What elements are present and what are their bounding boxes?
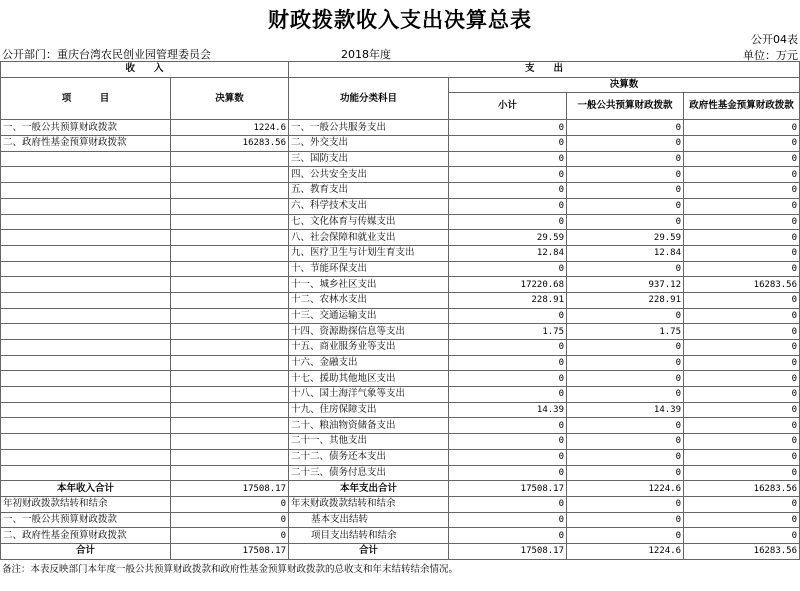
- income-amount: 0: [171, 496, 289, 512]
- income-amount: [171, 434, 289, 450]
- income-amount: [171, 183, 289, 199]
- expense-item: 十五、商业服务业等支出: [289, 340, 449, 356]
- income-amount: [171, 340, 289, 356]
- expense-general-budget: 29.59: [567, 230, 684, 246]
- expense-gov-fund: 0: [684, 245, 800, 261]
- expense-general-budget: 0: [567, 151, 684, 167]
- expense-gov-fund: 0: [684, 434, 800, 450]
- expense-gov-fund: 0: [684, 512, 800, 528]
- expense-subtotal: 0: [449, 167, 567, 183]
- income-item: [1, 449, 171, 465]
- income-amount: [171, 418, 289, 434]
- table-row: [1, 214, 800, 230]
- table-row: [1, 136, 800, 152]
- income-item: 一、一般公共预算财政拨款: [1, 512, 171, 528]
- expense-subtotal: 0: [449, 465, 567, 481]
- table-row: [1, 292, 800, 308]
- expense-item: 十二、农林水支出: [289, 292, 449, 308]
- expense-item: 一、一般公共服务支出: [289, 120, 449, 136]
- table-row: [1, 355, 800, 371]
- income-item: [1, 418, 171, 434]
- expense-general-budget: 0: [567, 355, 684, 371]
- table-row: [1, 277, 800, 293]
- income-item: [1, 324, 171, 340]
- expense-subtotal: 0: [449, 355, 567, 371]
- func-item-header: 功能分类科目: [289, 77, 449, 120]
- expense-gov-fund: 0: [684, 387, 800, 403]
- income-amount: [171, 277, 289, 293]
- income-amount: 17508.17: [171, 481, 289, 497]
- expense-gov-fund: 0: [684, 214, 800, 230]
- income-amount: [171, 324, 289, 340]
- expense-item: 项目支出结转和结余: [289, 528, 449, 544]
- income-item: [1, 465, 171, 481]
- income-amount: 0: [171, 528, 289, 544]
- expense-gov-fund: 0: [684, 496, 800, 512]
- gov-fund-header: 政府性基金预算财政拨款: [684, 93, 800, 120]
- unit-label: 单位：万元: [743, 49, 798, 62]
- table-row: [1, 449, 800, 465]
- year-label: 2018年度: [341, 48, 391, 61]
- income-amount: [171, 402, 289, 418]
- table-row: [1, 418, 800, 434]
- expense-general-budget: 0: [567, 371, 684, 387]
- expense-general-budget: 0: [567, 136, 684, 152]
- table-row: [1, 183, 800, 199]
- expense-gov-fund: 0: [684, 183, 800, 199]
- expense-gov-fund: 0: [684, 418, 800, 434]
- expense-item: 二十三、债务付息支出: [289, 465, 449, 481]
- expense-general-budget: 0: [567, 528, 684, 544]
- table-row: [1, 512, 800, 528]
- expense-subtotal: 0: [449, 496, 567, 512]
- page-title: 财政拨款收入支出决算总表: [268, 8, 532, 32]
- table-row: [1, 151, 800, 167]
- final-group-header: 决算数: [449, 77, 800, 93]
- expense-item: 十九、住房保障支出: [289, 402, 449, 418]
- expense-item: 五、教育支出: [289, 183, 449, 199]
- table-row: [1, 261, 800, 277]
- expense-gov-fund: 0: [684, 136, 800, 152]
- expense-gov-fund: 0: [684, 261, 800, 277]
- table-row: [1, 167, 800, 183]
- table-row: [1, 371, 800, 387]
- expense-gov-fund: 0: [684, 465, 800, 481]
- subtotal-header: 小计: [449, 93, 567, 120]
- expense-item: 七、文化体育与传媒支出: [289, 214, 449, 230]
- expense-gov-fund: 0: [684, 151, 800, 167]
- expense-item: 本年支出合计: [289, 481, 449, 497]
- expense-gov-fund: 0: [684, 167, 800, 183]
- income-item: 合计: [1, 543, 171, 559]
- expense-gov-fund: 0: [684, 528, 800, 544]
- expense-gov-fund: 0: [684, 402, 800, 418]
- income-item: [1, 434, 171, 450]
- expense-general-budget: 1.75: [567, 324, 684, 340]
- income-amount: [171, 261, 289, 277]
- table-row: [1, 481, 800, 497]
- income-amount: [171, 371, 289, 387]
- income-item: [1, 230, 171, 246]
- expense-item: 十一、城乡社区支出: [289, 277, 449, 293]
- expense-item: 九、医疗卫生与计划生育支出: [289, 245, 449, 261]
- expense-general-budget: 0: [567, 434, 684, 450]
- income-amount: 17508.17: [171, 543, 289, 559]
- income-item: 二、政府性基金预算财政拨款: [1, 528, 171, 544]
- income-amount: [171, 214, 289, 230]
- expense-subtotal: 0: [449, 528, 567, 544]
- expense-general-budget: 0: [567, 418, 684, 434]
- expense-item: 四、公共安全支出: [289, 167, 449, 183]
- income-item: [1, 167, 171, 183]
- expense-item: 六、科学技术支出: [289, 198, 449, 214]
- income-item: 年初财政拨款结转和结余: [1, 496, 171, 512]
- income-amount: [171, 151, 289, 167]
- expense-subtotal: 0: [449, 136, 567, 152]
- expense-gov-fund: 0: [684, 449, 800, 465]
- footnote: 备注：本表反映部门本年度一般公共预算财政拨款和政府性基金预算财政拨款的总收支和年末结转结余情况。: [2, 564, 459, 575]
- table-row: [1, 528, 800, 544]
- expense-general-budget: 0: [567, 387, 684, 403]
- expense-subtotal: 0: [449, 387, 567, 403]
- expense-item: 基本支出结转: [289, 512, 449, 528]
- table-row: [1, 230, 800, 246]
- expense-subtotal: 0: [449, 512, 567, 528]
- income-amount: [171, 230, 289, 246]
- income-item: [1, 198, 171, 214]
- income-item: [1, 340, 171, 356]
- income-item: [1, 183, 171, 199]
- income-item: [1, 387, 171, 403]
- table-row: [1, 324, 800, 340]
- expense-subtotal: 0: [449, 308, 567, 324]
- income-item: [1, 245, 171, 261]
- income-item: 本年收入合计: [1, 481, 171, 497]
- table-row: [1, 245, 800, 261]
- expense-subtotal: 0: [449, 214, 567, 230]
- expense-item: 三、国防支出: [289, 151, 449, 167]
- income-item: [1, 214, 171, 230]
- expense-subtotal: 17508.17: [449, 481, 567, 497]
- expense-gov-fund: 0: [684, 340, 800, 356]
- expense-general-budget: 0: [567, 198, 684, 214]
- income-item: [1, 277, 171, 293]
- expense-gov-fund: 0: [684, 120, 800, 136]
- expense-gov-fund: 16283.56: [684, 543, 800, 559]
- income-amount: 0: [171, 512, 289, 528]
- expense-subtotal: 228.91: [449, 292, 567, 308]
- expense-general-budget: 0: [567, 496, 684, 512]
- expense-general-budget: 0: [567, 167, 684, 183]
- income-amount: [171, 387, 289, 403]
- table-row: [1, 465, 800, 481]
- income-amount: [171, 292, 289, 308]
- expense-gov-fund: 0: [684, 292, 800, 308]
- expense-general-budget: 12.84: [567, 245, 684, 261]
- expense-subtotal: 0: [449, 449, 567, 465]
- expense-general-budget: 0: [567, 512, 684, 528]
- expense-gov-fund: 16283.56: [684, 481, 800, 497]
- expense-subtotal: 0: [449, 434, 567, 450]
- income-amount: [171, 245, 289, 261]
- income-item: [1, 261, 171, 277]
- expense-gov-fund: 0: [684, 230, 800, 246]
- income-item: [1, 402, 171, 418]
- expense-item: 八、社会保障和就业支出: [289, 230, 449, 246]
- income-item: [1, 292, 171, 308]
- expense-gov-fund: 0: [684, 324, 800, 340]
- income-amount: 1224.6: [171, 120, 289, 136]
- income-amount: 16283.56: [171, 136, 289, 152]
- income-item: [1, 371, 171, 387]
- expense-general-budget: 0: [567, 308, 684, 324]
- income-item: [1, 308, 171, 324]
- expense-subtotal: 0: [449, 183, 567, 199]
- expense-subtotal: 12.84: [449, 245, 567, 261]
- expense-subtotal: 29.59: [449, 230, 567, 246]
- expense-item: 十八、国土海洋气象等支出: [289, 387, 449, 403]
- expense-gov-fund: 16283.56: [684, 277, 800, 293]
- expense-subtotal: 0: [449, 120, 567, 136]
- item-header: 项 目: [1, 77, 171, 120]
- income-item: 二、政府性基金预算财政拨款: [1, 136, 171, 152]
- table-row: [1, 198, 800, 214]
- expense-subtotal: 1.75: [449, 324, 567, 340]
- final-amount-header: 决算数: [171, 77, 289, 120]
- table-row: [1, 120, 800, 136]
- expense-subtotal: 0: [449, 198, 567, 214]
- expense-header: 支 出: [289, 62, 800, 78]
- expense-item: 二十一、其他支出: [289, 434, 449, 450]
- income-amount: [171, 167, 289, 183]
- table-row: [1, 308, 800, 324]
- income-item: [1, 355, 171, 371]
- expense-subtotal: 0: [449, 371, 567, 387]
- expense-general-budget: 0: [567, 449, 684, 465]
- form-number: 公开04表: [751, 33, 798, 46]
- expense-general-budget: 228.91: [567, 292, 684, 308]
- table-row: [1, 434, 800, 450]
- expense-item: 十四、资源勘探信息等支出: [289, 324, 449, 340]
- expense-general-budget: 937.12: [567, 277, 684, 293]
- department-label: 公开部门：重庆台湾农民创业园管理委员会: [2, 48, 211, 61]
- expense-general-budget: 0: [567, 183, 684, 199]
- income-amount: [171, 355, 289, 371]
- expense-gov-fund: 0: [684, 308, 800, 324]
- table-row: [1, 496, 800, 512]
- expense-general-budget: 0: [567, 214, 684, 230]
- expense-subtotal: 0: [449, 151, 567, 167]
- income-item: [1, 151, 171, 167]
- budget-table: [0, 61, 800, 560]
- expense-item: 二十二、债务还本支出: [289, 449, 449, 465]
- expense-gov-fund: 0: [684, 198, 800, 214]
- expense-item: 十三、交通运输支出: [289, 308, 449, 324]
- income-amount: [171, 308, 289, 324]
- expense-general-budget: 0: [567, 465, 684, 481]
- expense-subtotal: 17508.17: [449, 543, 567, 559]
- expense-item: 十、节能环保支出: [289, 261, 449, 277]
- expense-item: 二十、粮油物资储备支出: [289, 418, 449, 434]
- table-row: [1, 387, 800, 403]
- expense-general-budget: 14.39: [567, 402, 684, 418]
- income-amount: [171, 198, 289, 214]
- expense-general-budget: 1224.6: [567, 481, 684, 497]
- expense-general-budget: 0: [567, 261, 684, 277]
- expense-item: 十六、金融支出: [289, 355, 449, 371]
- table-row: [1, 340, 800, 356]
- income-header: 收 入: [1, 62, 289, 78]
- expense-item: 合计: [289, 543, 449, 559]
- expense-subtotal: 0: [449, 340, 567, 356]
- expense-item: 年末财政拨款结转和结余: [289, 496, 449, 512]
- income-item: 一、一般公共预算财政拨款: [1, 120, 171, 136]
- expense-gov-fund: 0: [684, 355, 800, 371]
- expense-general-budget: 0: [567, 120, 684, 136]
- expense-gov-fund: 0: [684, 371, 800, 387]
- expense-subtotal: 0: [449, 418, 567, 434]
- expense-general-budget: 0: [567, 340, 684, 356]
- expense-subtotal: 17220.68: [449, 277, 567, 293]
- expense-subtotal: 14.39: [449, 402, 567, 418]
- table-row: [1, 543, 800, 559]
- expense-subtotal: 0: [449, 261, 567, 277]
- expense-item: 二、外交支出: [289, 136, 449, 152]
- table-row: [1, 402, 800, 418]
- income-amount: [171, 465, 289, 481]
- expense-general-budget: 1224.6: [567, 543, 684, 559]
- expense-item: 十七、援助其他地区支出: [289, 371, 449, 387]
- income-amount: [171, 449, 289, 465]
- general-budget-header: 一般公共预算财政拨款: [567, 93, 684, 120]
